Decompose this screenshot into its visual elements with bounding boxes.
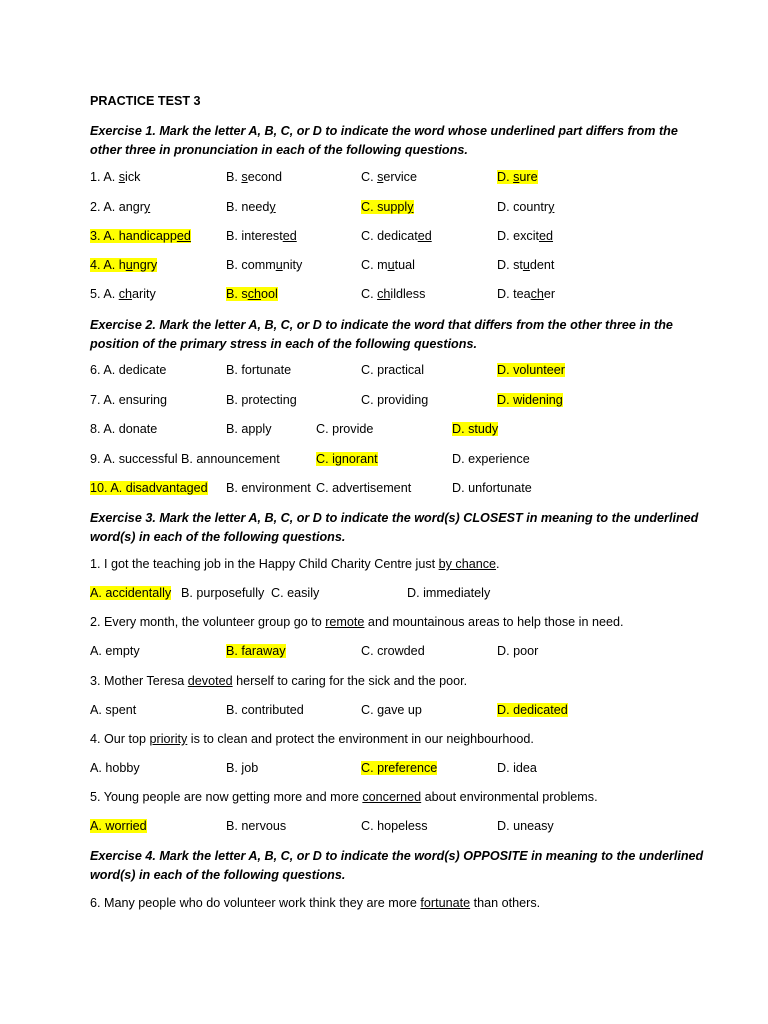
option-label: A. spent <box>90 703 137 717</box>
option <box>226 258 302 273</box>
underlined-part: ed <box>539 229 554 243</box>
underlined-phrase: remote <box>325 615 365 629</box>
exercise-1-instruction: Exercise 1. Mark the letter A, B, C, or D to indicate the word whose underlined part differs from the other three in pronunciation in each of the following questions. <box>90 124 678 157</box>
option <box>452 452 530 467</box>
option-prefix: D. tea <box>497 287 531 301</box>
option-prefix: C. m <box>361 258 388 272</box>
option-text <box>90 170 140 184</box>
option <box>181 452 280 467</box>
option-prefix: D. excit <box>497 229 539 243</box>
option-prefix: D. <box>497 170 514 184</box>
option-suffix: ervice <box>383 170 417 184</box>
option-text <box>497 287 555 301</box>
option-label: B. announcement <box>181 452 280 466</box>
option-label: A. donate <box>103 422 158 436</box>
option <box>226 481 311 496</box>
underlined-part: ed <box>176 229 191 243</box>
option <box>226 287 278 302</box>
option-text <box>226 481 311 495</box>
option <box>271 586 319 601</box>
option-label: A. successful <box>103 452 178 466</box>
option-label: B. protecting <box>226 393 297 407</box>
option-label: D. volunteer <box>497 363 565 377</box>
option <box>226 819 286 834</box>
option <box>90 287 156 302</box>
question-sentence <box>90 557 500 572</box>
question-sentence <box>90 732 534 747</box>
option <box>361 200 414 215</box>
option-text <box>90 363 166 377</box>
option-label: D. idea <box>497 761 537 775</box>
option <box>361 393 428 408</box>
option <box>90 481 208 496</box>
underlined-phrase: devoted <box>187 674 233 688</box>
option-label: C. preference <box>361 761 438 775</box>
option <box>226 644 286 659</box>
option-text <box>497 200 554 214</box>
option <box>316 452 378 467</box>
option-label: A. accidentally <box>90 586 172 600</box>
option-suffix: econd <box>247 170 283 184</box>
option-text <box>452 422 498 436</box>
underlined-part: s <box>377 170 384 184</box>
underlined-part: ch <box>118 287 133 301</box>
underlined-part: y <box>407 200 414 214</box>
option <box>361 258 415 273</box>
question-number: 10. <box>90 481 111 495</box>
option-label: C. provide <box>316 422 374 436</box>
option-prefix: C. dedicat <box>361 229 418 243</box>
option <box>181 586 264 601</box>
underlined-part: y <box>548 200 555 214</box>
option <box>497 363 565 378</box>
option-label: D. unfortunate <box>452 481 532 495</box>
option <box>452 481 532 496</box>
option-text <box>90 258 157 272</box>
question-number: 1. <box>90 170 104 184</box>
option-suffix: ool <box>261 287 278 301</box>
option-prefix: B. interest <box>226 229 283 243</box>
option-text <box>90 287 156 301</box>
underlined-part: u <box>387 258 395 272</box>
question-sentence <box>90 674 467 689</box>
option-text <box>497 363 565 377</box>
underlined-part: u <box>275 258 283 272</box>
question-number: 2. <box>90 200 104 214</box>
underlined-part: ed <box>417 229 432 243</box>
option-label: D. experience <box>452 452 530 466</box>
option-label: B. faraway <box>226 644 286 658</box>
option-suffix: ick <box>125 170 141 184</box>
sentence-start: 3. Mother Teresa <box>90 674 188 688</box>
option <box>497 258 554 273</box>
option-text <box>361 200 414 214</box>
option-text <box>361 229 432 243</box>
option-label: A. worried <box>90 819 147 833</box>
underlined-phrase: fortunate <box>420 896 471 910</box>
option-text <box>226 422 272 436</box>
underlined-part: s <box>513 170 520 184</box>
underlined-part: s <box>118 170 126 184</box>
question-sentence <box>90 790 598 805</box>
sentence-end: about environmental problems. <box>421 790 598 804</box>
option <box>361 644 425 659</box>
option-label: B. nervous <box>226 819 287 833</box>
option-text <box>497 393 563 407</box>
option <box>497 644 538 659</box>
exercise-2-instruction: Exercise 2. Mark the letter A, B, C, or D to indicate the word that differs from the other three in the position of the primary stress in each of the following questions. <box>90 318 673 351</box>
option-text <box>361 287 425 301</box>
option-prefix: C. suppl <box>361 200 408 214</box>
option-text <box>361 363 424 377</box>
option <box>497 819 554 834</box>
option <box>407 586 490 601</box>
option-text <box>226 363 291 377</box>
option <box>226 229 297 244</box>
underlined-part: y <box>269 200 276 214</box>
sentence-end: . <box>496 557 500 571</box>
option-text <box>452 481 532 495</box>
underlined-part: u <box>522 258 530 272</box>
option-text <box>226 200 276 214</box>
question-number: 9. <box>90 452 104 466</box>
option-suffix: tual <box>394 258 415 272</box>
option <box>90 703 136 718</box>
sentence-start: 4. Our top <box>90 732 150 746</box>
option-text <box>226 170 282 184</box>
option-label: C. ignorant <box>316 452 378 466</box>
underlined-phrase: by chance <box>438 557 497 571</box>
option-text <box>226 393 297 407</box>
option-label: B. fortunate <box>226 363 292 377</box>
option <box>90 586 171 601</box>
option <box>316 422 373 437</box>
option-label: D. widening <box>497 393 563 407</box>
option <box>90 170 140 185</box>
option-text <box>90 393 167 407</box>
option-prefix: C. <box>361 170 378 184</box>
option-suffix: ure <box>519 170 538 184</box>
sentence-start: 6. Many people who do volunteer work think they are more <box>90 896 421 910</box>
sentence-end: than others. <box>470 896 541 910</box>
option-label: A. empty <box>90 644 140 658</box>
option <box>90 452 178 467</box>
option <box>226 703 304 718</box>
option-label: A. disadvantaged <box>110 481 208 495</box>
option <box>226 761 258 776</box>
option-text <box>226 258 302 272</box>
underlined-part: u <box>125 258 133 272</box>
option-text <box>497 170 538 184</box>
option <box>361 287 425 302</box>
sentence-start: 5. Young people are now getting more and more <box>90 790 363 804</box>
option-prefix: B. s <box>226 287 248 301</box>
sentence-end: and mountainous areas to help those in need. <box>364 615 624 629</box>
option-label: C. easily <box>271 586 320 600</box>
option <box>226 393 297 408</box>
question-number: 3. <box>90 229 104 243</box>
option-text <box>316 452 378 466</box>
option-text <box>361 258 415 272</box>
underlined-part: y <box>143 200 151 214</box>
exercise-4-instruction: Exercise 4. Mark the letter A, B, C, or D to indicate the word(s) OPPOSITE in meaning to the underlined word(s) in each of the following questions. <box>90 849 704 882</box>
option-text <box>90 229 191 243</box>
option-label: D. immediately <box>407 586 491 600</box>
option-prefix: A. <box>103 287 119 301</box>
underlined-part: s <box>241 170 248 184</box>
option-label: B. job <box>226 761 259 775</box>
option-text <box>90 200 150 214</box>
option-label: C. advertisement <box>316 481 412 495</box>
option <box>226 363 291 378</box>
option <box>226 422 272 437</box>
option-label: C. hopeless <box>361 819 428 833</box>
option <box>497 761 537 776</box>
option <box>90 644 140 659</box>
option-text <box>90 481 208 495</box>
option-prefix: B. comm <box>226 258 276 272</box>
option-label: B. apply <box>226 422 272 436</box>
option <box>497 393 563 408</box>
option-text <box>497 229 553 243</box>
option-label: A. dedicate <box>103 363 167 377</box>
option <box>361 229 432 244</box>
option-suffix: nity <box>282 258 303 272</box>
option-prefix: A. angr <box>103 200 144 214</box>
sentence-end: herself to caring for the sick and the poor. <box>232 674 468 688</box>
option-prefix: C. <box>361 287 378 301</box>
sentence-start: 2. Every month, the volunteer group go to <box>90 615 326 629</box>
option-suffix: ngry <box>132 258 158 272</box>
option-prefix: A. handicapp <box>103 229 177 243</box>
option-text <box>361 393 428 407</box>
option <box>90 422 157 437</box>
underlined-phrase: priority <box>149 732 188 746</box>
option-label: B. contributed <box>226 703 304 717</box>
option-label: D. uneasy <box>497 819 554 833</box>
option <box>90 200 150 215</box>
option <box>361 703 422 718</box>
question-number: 4. <box>90 258 104 272</box>
option-label: C. providing <box>361 393 429 407</box>
option-label: A. hobby <box>90 761 140 775</box>
option-text <box>316 481 411 495</box>
option-prefix: D. countr <box>497 200 549 214</box>
option-text <box>361 170 417 184</box>
option-text <box>316 422 373 436</box>
option <box>497 703 568 718</box>
question-number: 7. <box>90 393 104 407</box>
option-prefix: B. need <box>226 200 270 214</box>
option <box>90 393 167 408</box>
option-text <box>90 422 157 436</box>
option <box>497 229 553 244</box>
option <box>497 200 554 215</box>
option-prefix: B. <box>226 170 242 184</box>
option-text <box>181 452 280 466</box>
option-text <box>90 452 178 466</box>
option <box>497 287 555 302</box>
option-prefix: A. h <box>103 258 126 272</box>
underlined-part: ch <box>247 287 262 301</box>
option-label: A. ensuring <box>103 393 168 407</box>
option-label: D. poor <box>497 644 539 658</box>
underlined-part: ed <box>282 229 297 243</box>
exercise-3-instruction: Exercise 3. Mark the letter A, B, C, or D to indicate the word(s) CLOSEST in meaning to the underlined word(s) in each of the following questions. <box>90 511 699 544</box>
option <box>90 761 140 776</box>
option <box>361 819 428 834</box>
option-label: B. environment <box>226 481 311 495</box>
option-label: B. purposefully <box>181 586 265 600</box>
underlined-part: ch <box>530 287 544 301</box>
option-label: C. crowded <box>361 644 425 658</box>
question-sentence <box>90 896 540 911</box>
option-prefix: A. <box>103 170 119 184</box>
question-number: 6. <box>90 363 104 377</box>
option <box>361 761 437 776</box>
question-sentence <box>90 615 624 630</box>
underlined-phrase: concerned <box>362 790 422 804</box>
option-suffix: ildless <box>390 287 426 301</box>
option-suffix: arity <box>132 287 156 301</box>
option-suffix: er <box>543 287 556 301</box>
option-label: D. dedicated <box>497 703 568 717</box>
option-label: C. practical <box>361 363 424 377</box>
page-title: PRACTICE TEST 3 <box>90 94 201 108</box>
sentence-start: 1. I got the teaching job in the Happy Child Charity Centre just <box>90 557 439 571</box>
option <box>361 363 424 378</box>
option-text <box>452 452 530 466</box>
option <box>90 363 166 378</box>
option <box>226 200 276 215</box>
option-label: C. gave up <box>361 703 422 717</box>
underlined-part: ch <box>377 287 391 301</box>
option <box>316 481 411 496</box>
option-text <box>497 258 554 272</box>
option-prefix: D. st <box>497 258 523 272</box>
option <box>226 170 282 185</box>
option-text <box>226 287 278 301</box>
option-label: D. study <box>452 422 499 436</box>
option <box>90 229 191 244</box>
question-number: 5. <box>90 287 104 301</box>
question-number: 8. <box>90 422 104 436</box>
option <box>90 819 147 834</box>
option <box>361 170 417 185</box>
option <box>497 170 538 185</box>
option-suffix: dent <box>529 258 555 272</box>
option <box>452 422 498 437</box>
option <box>90 258 157 273</box>
option-text <box>226 229 297 243</box>
sentence-end: is to clean and protect the environment in our neighbourhood. <box>187 732 534 746</box>
